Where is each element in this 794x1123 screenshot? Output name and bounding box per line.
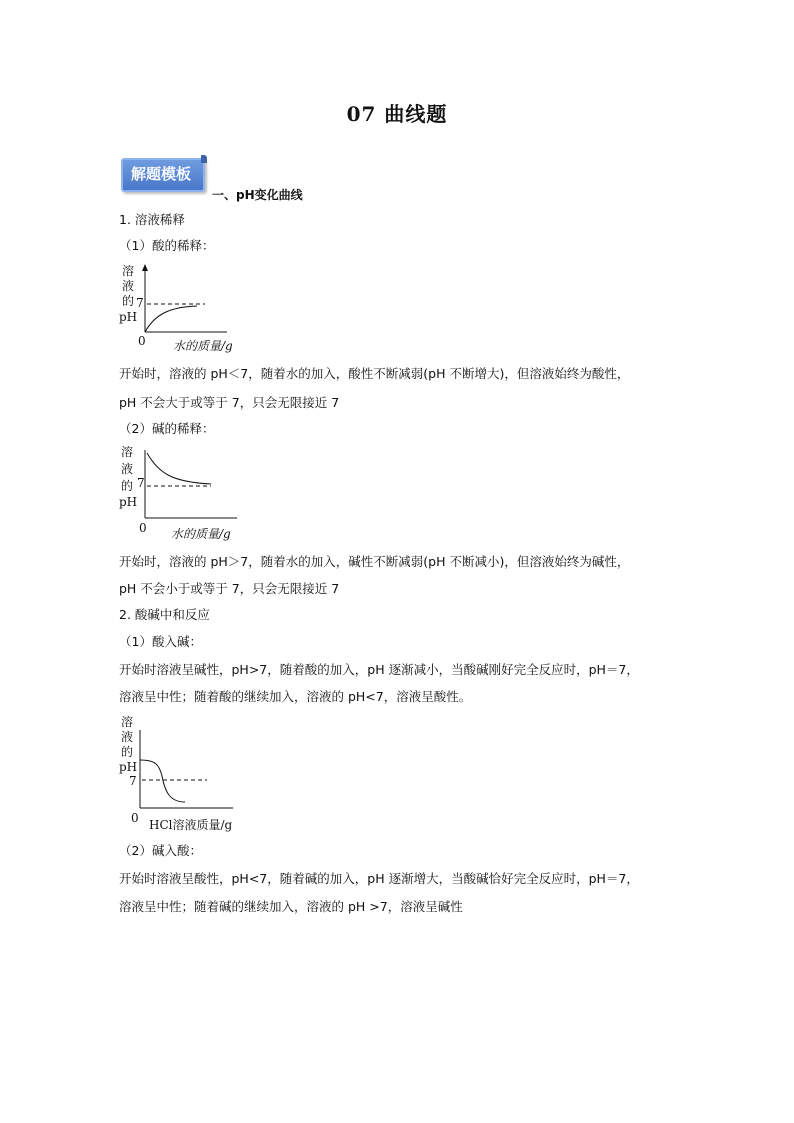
s1-sub1: （1）酸的稀释： (119, 238, 215, 253)
s2-heading: 2. 酸碱中和反应 (119, 607, 210, 622)
acid-dilution-graph (115, 262, 255, 358)
origin-label: 0 (138, 334, 146, 348)
s2-sub1: （1）酸入碱： (119, 634, 202, 649)
y-label-3: 的 (121, 479, 134, 493)
template-badge (121, 158, 205, 192)
acid-into-base-graph (115, 712, 255, 836)
y-label-1: 溶 (121, 715, 134, 729)
s1-p1-line1: 开始时，溶液的 pH＜7，随着水的加入，酸性不断减弱(pH 不断增大)，但溶液始终为酸性， (119, 366, 630, 381)
y-label-4: pH (119, 310, 138, 324)
y-label-3: 的 (122, 294, 135, 308)
y-label-2: 液 (121, 730, 134, 744)
y-label-3: 的 (121, 745, 134, 759)
s2-p1-line1: 开始时溶液呈碱性，pH>7，随着酸的加入，pH 逐渐减小，当酸碱刚好完全反应时，pH＝7， (119, 662, 639, 677)
y-label-2: 液 (122, 279, 135, 293)
base-dilution-graph (115, 440, 255, 544)
s2-p2-line1: 开始时溶液呈酸性，pH<7，随着碱的加入，pH 逐渐增大，当酸碱恰好完全反应时，pH＝7， (119, 871, 639, 886)
s1-p2-line1: 开始时，溶液的 pH＞7，随着水的加入，碱性不断减弱(pH 不断减小)，但溶液始终为碱性， (119, 554, 630, 569)
tick-7: 7 (137, 476, 145, 490)
s2-sub2: （2）碱入酸： (119, 843, 202, 858)
x-axis-label: HCl溶液质量/g (149, 818, 233, 832)
s1-p2-line2: pH 不会小于或等于 7，只会无限接近 7 (119, 581, 340, 596)
tick-7: 7 (129, 774, 137, 788)
x-axis-label: 水的质量/g (173, 339, 233, 353)
origin-label: 0 (139, 521, 147, 535)
s2-p1-line2: 溶液呈中性；随着酸的继续加入，溶液的 pH<7，溶液呈酸性。 (119, 689, 472, 704)
x-axis-label: 水的质量/g (171, 527, 231, 541)
section-heading: 一、pH变化曲线 (212, 188, 303, 202)
y-label-1: 溶 (121, 445, 134, 459)
s1-heading: 1. 溶液稀释 (119, 212, 185, 227)
s1-sub2: （2）碱的稀释： (119, 421, 215, 436)
s2-p2-line2: 溶液呈中性；随着碱的继续加入，溶液的 pH >7，溶液呈碱性 (119, 899, 463, 914)
y-label-4: pH (119, 495, 138, 509)
origin-label: 0 (131, 811, 139, 825)
badge-fold (201, 155, 207, 163)
s1-p1-line2: pH 不会大于或等于 7，只会无限接近 7 (119, 395, 340, 410)
page-title: 07 曲线题 (346, 102, 448, 126)
y-label-4: pH (119, 760, 138, 774)
tick-7: 7 (136, 296, 144, 310)
y-label-1: 溶 (122, 264, 135, 278)
badge-label: 解题模板 (130, 165, 191, 183)
y-label-2: 液 (121, 462, 134, 476)
